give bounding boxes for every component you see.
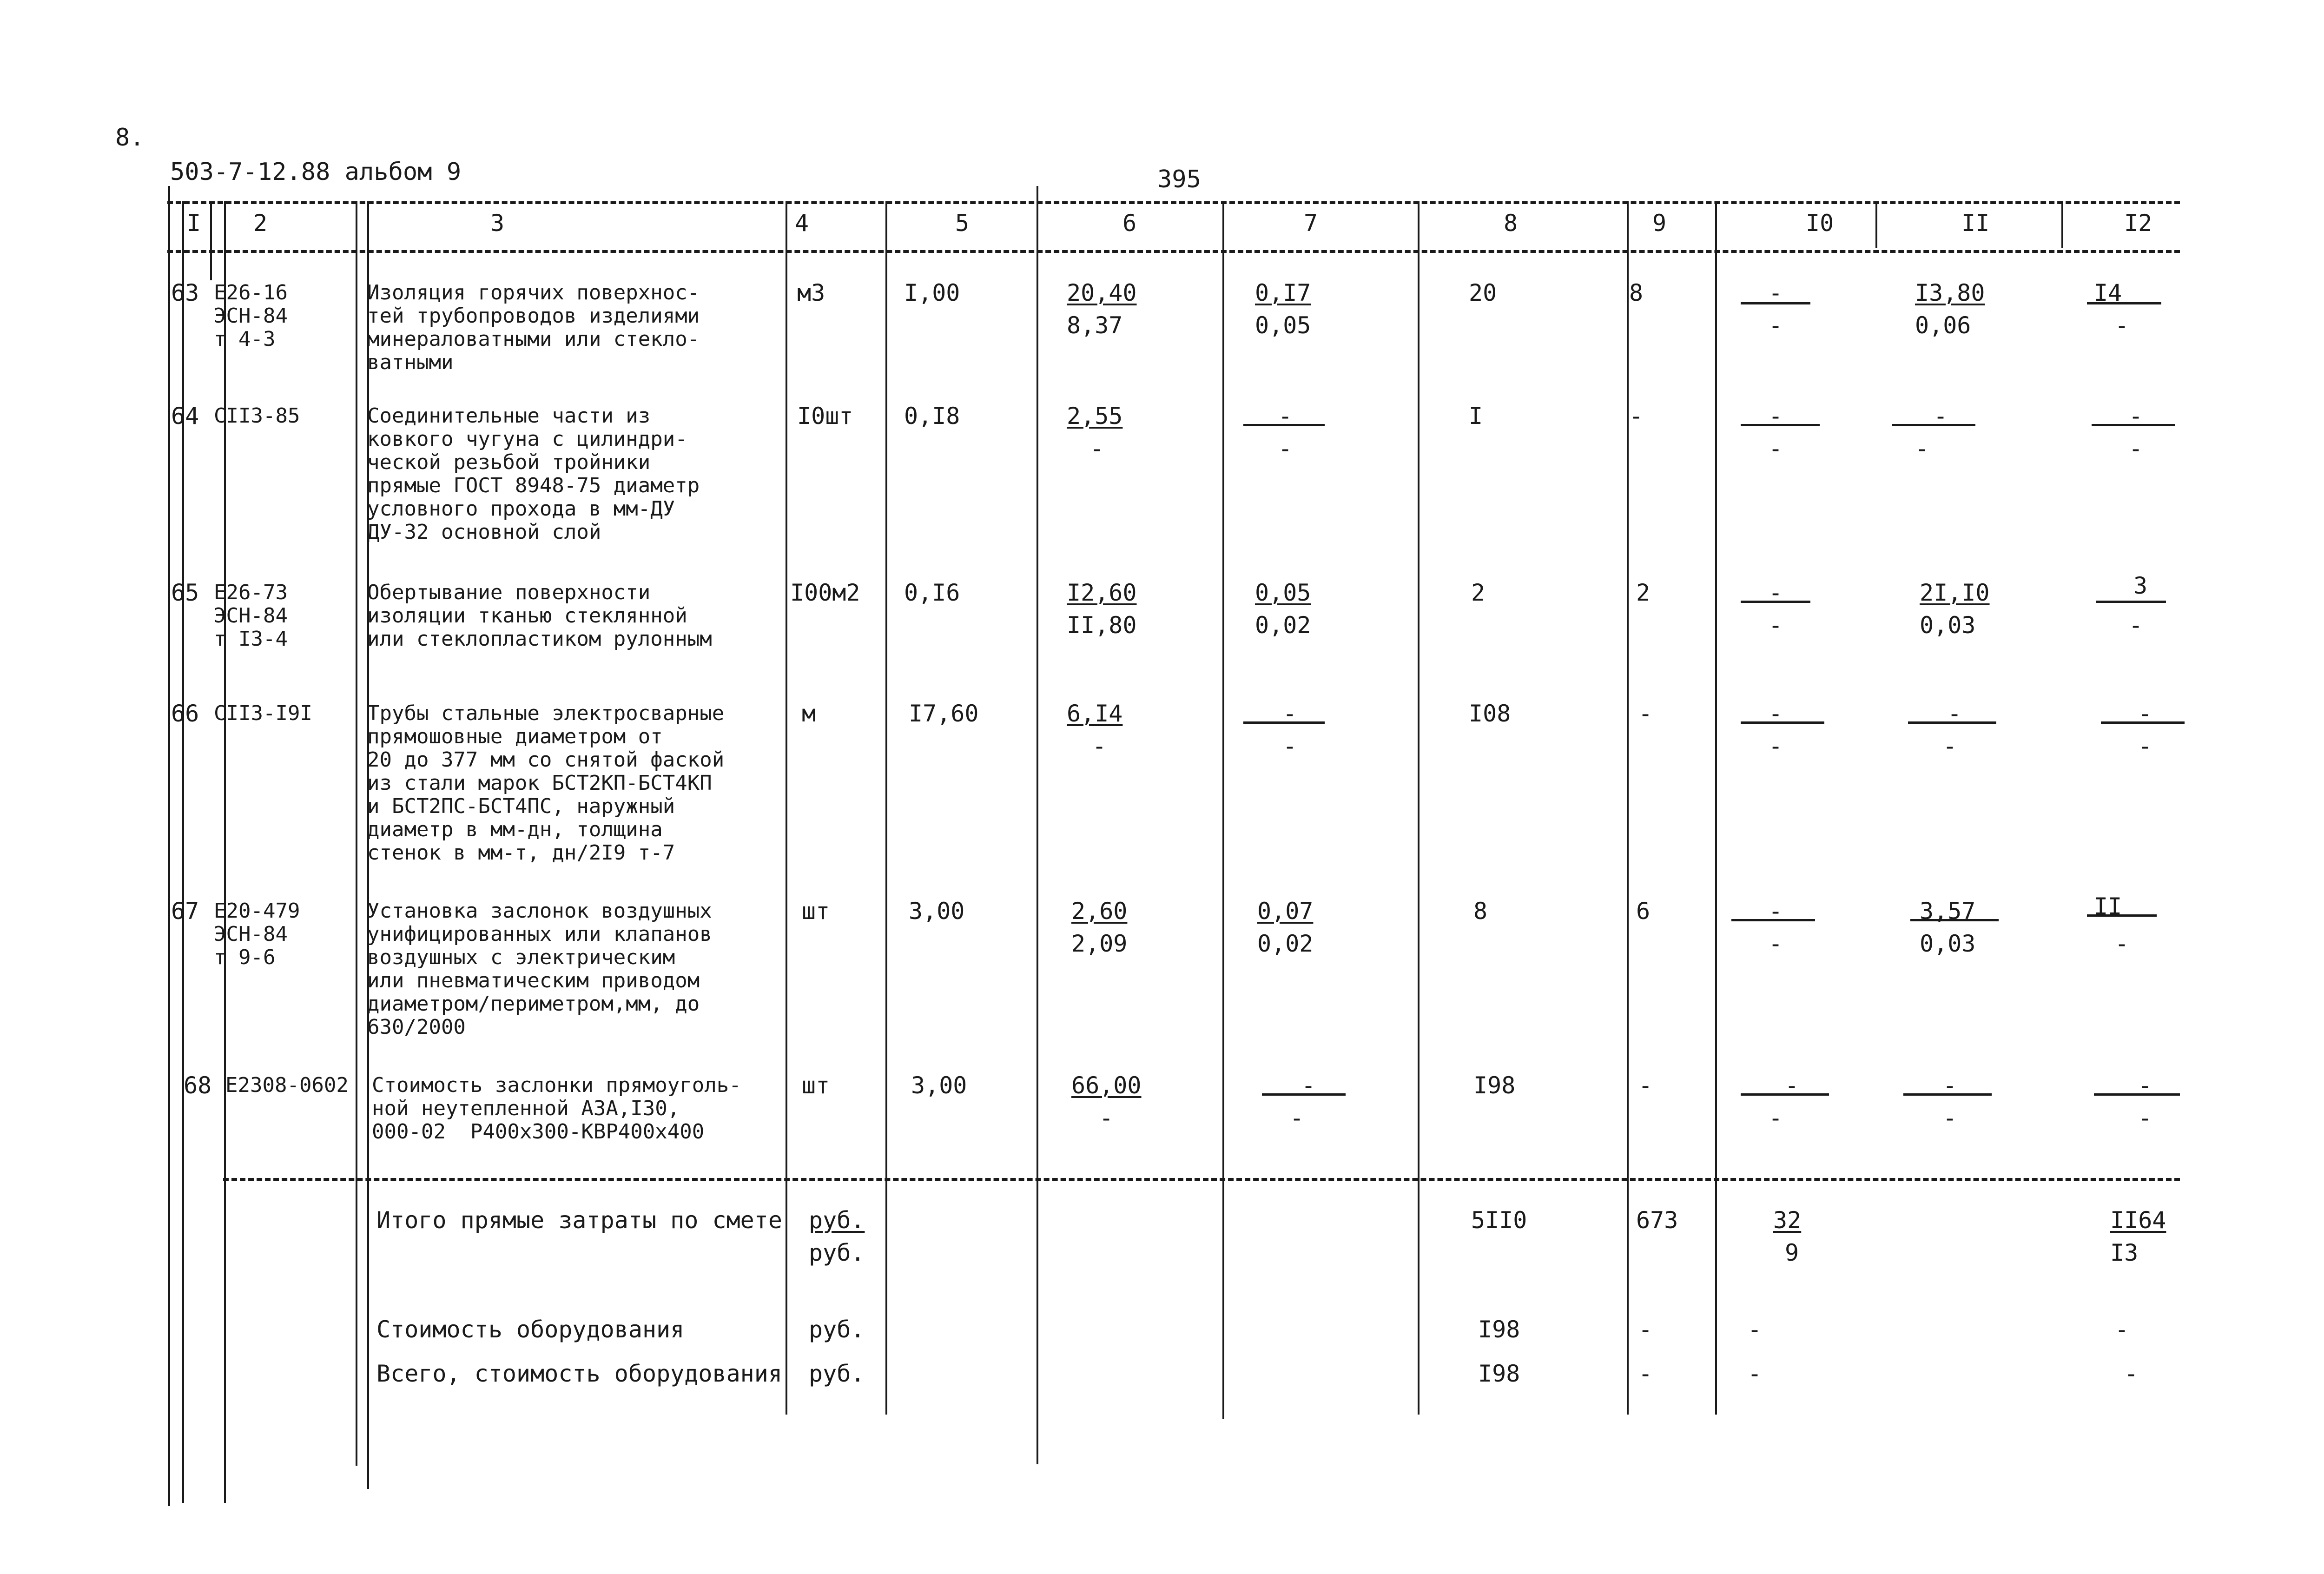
row-quantity: I,00 xyxy=(904,279,960,306)
col11-value: I3,80 xyxy=(1915,279,1985,306)
column-header: 8 xyxy=(1504,210,1518,237)
direct-costs-col8: 5II0 xyxy=(1471,1207,1527,1234)
col8-value: I xyxy=(1469,403,1483,430)
col9-value: 6 xyxy=(1636,898,1651,925)
col9-value: - xyxy=(1638,700,1653,727)
total-cost-col10: - xyxy=(1748,1360,1762,1387)
col6-value: I2,60 xyxy=(1067,579,1137,606)
direct-costs-col10-sub: 9 xyxy=(1785,1239,1799,1266)
col11-subvalue: - xyxy=(1943,1104,1957,1131)
total-cost-col8: I98 xyxy=(1478,1360,1520,1387)
col12-value: - xyxy=(2138,1072,2152,1099)
total-cost-col9: - xyxy=(1638,1360,1653,1387)
row-number: 65 xyxy=(171,579,199,606)
row-code: СII3-I9I xyxy=(214,701,312,725)
col7-subvalue: - xyxy=(1283,733,1297,760)
col6-subvalue: 8,37 xyxy=(1067,312,1123,339)
col12-subvalue: - xyxy=(2138,733,2152,760)
total-cost-col12: - xyxy=(2124,1360,2139,1387)
col6-subvalue: II,80 xyxy=(1067,612,1137,639)
col6-value: 66,00 xyxy=(1071,1072,1142,1099)
col12-value: II xyxy=(2094,893,2122,920)
direct-costs-col9: 673 xyxy=(1636,1207,1678,1234)
col11-subvalue: 0,03 xyxy=(1920,612,1976,639)
col11-value: - xyxy=(1943,1072,1957,1099)
row-number: 68 xyxy=(184,1072,212,1099)
col8-value: 8 xyxy=(1473,898,1488,925)
col8-value: 2 xyxy=(1471,579,1486,606)
col12-subvalue: - xyxy=(2115,930,2129,957)
col12-value: - xyxy=(2129,403,2143,430)
col12-subvalue: - xyxy=(2115,312,2129,339)
col7-subvalue: 0,02 xyxy=(1257,930,1314,957)
row-name: Стоимость заслонки прямоуголь- ной неутепленной АЗА,I30, 000-02 Р400х300-КВР400х400 xyxy=(372,1073,741,1144)
row-unit: м3 xyxy=(797,279,825,306)
equipment-cost-label: Стоимость оборудования xyxy=(376,1316,685,1343)
col9-value: - xyxy=(1638,1072,1653,1099)
row-unit: I0шт xyxy=(797,403,853,430)
col11-value: 2I,I0 xyxy=(1920,579,1990,606)
column-header: I0 xyxy=(1806,210,1834,237)
direct-costs-col12: II64 xyxy=(2110,1207,2166,1234)
col6-value: 20,40 xyxy=(1067,279,1137,306)
col10-value: - xyxy=(1769,579,1783,606)
col6-subvalue: - xyxy=(1090,435,1104,462)
col12-value: - xyxy=(2138,700,2152,727)
row-number: 64 xyxy=(171,403,199,430)
row-name: Трубы стальные электросварные прямошовные диаметром от 20 до 377 мм со снятой фаской из стали марок БСТ2КП-БСТ4КП и БСТ2ПС-БСТ4ПС, наружный диаметр в мм-дн, толщина стенок в мм-т, дн/2I9 т-7 xyxy=(367,701,725,865)
col6-subvalue: - xyxy=(1099,1104,1114,1131)
col6-value: 2,55 xyxy=(1067,403,1123,430)
col12-subvalue: - xyxy=(2129,435,2143,462)
row-quantity: 3,00 xyxy=(911,1072,967,1099)
equipment-cost-col10: - xyxy=(1748,1316,1762,1343)
col6-value: 6,I4 xyxy=(1067,700,1123,727)
col10-subvalue: - xyxy=(1769,733,1783,760)
col10-subvalue: - xyxy=(1769,1104,1783,1131)
col7-value: - xyxy=(1301,1072,1316,1099)
col11-subvalue: - xyxy=(1915,435,1929,462)
col10-value: - xyxy=(1769,279,1783,306)
row-unit: шт xyxy=(802,1072,830,1099)
equipment-cost-col9: - xyxy=(1638,1316,1653,1343)
row-unit: шт xyxy=(802,898,830,925)
col10-value: - xyxy=(1785,1072,1799,1099)
total-cost-label: Всего, стоимость оборудования xyxy=(376,1360,782,1387)
col10-value: - xyxy=(1769,898,1783,925)
total-cost-unit: руб. xyxy=(809,1360,865,1387)
column-header: 7 xyxy=(1304,210,1318,237)
col12-value: 3 xyxy=(2133,572,2148,599)
row-code: Е2308-0602 xyxy=(225,1073,349,1097)
col7-subvalue: - xyxy=(1290,1104,1304,1131)
col7-subvalue: - xyxy=(1278,435,1293,462)
col11-subvalue: 0,03 xyxy=(1920,930,1976,957)
equipment-cost-col8: I98 xyxy=(1478,1316,1520,1343)
col10-value: - xyxy=(1769,403,1783,430)
column-header: 2 xyxy=(253,210,268,237)
row-quantity: 3,00 xyxy=(909,898,965,925)
col11-subvalue: - xyxy=(1943,733,1957,760)
col12-subvalue: - xyxy=(2129,612,2143,639)
row-unit: м xyxy=(802,700,816,727)
row-code: Е26-73 ЭСН-84 т I3-4 xyxy=(214,581,288,651)
col6-subvalue: - xyxy=(1092,733,1107,760)
direct-costs-col10: 32 xyxy=(1773,1207,1802,1234)
col10-subvalue: - xyxy=(1769,612,1783,639)
page-number: 8. xyxy=(115,124,145,152)
col7-subvalue: 0,05 xyxy=(1255,312,1311,339)
column-header: I xyxy=(187,210,201,237)
col9-value: 2 xyxy=(1636,579,1651,606)
row-quantity: 0,I8 xyxy=(904,403,960,430)
col12-subvalue: - xyxy=(2138,1104,2152,1131)
equipment-cost-unit: руб. xyxy=(809,1316,865,1343)
row-code: СII3-85 xyxy=(214,404,300,428)
sheet-number: 395 xyxy=(1157,165,1201,193)
direct-costs-col12-sub: I3 xyxy=(2110,1239,2139,1266)
col7-value: 0,I7 xyxy=(1255,279,1311,306)
col10-value: - xyxy=(1769,700,1783,727)
direct-costs-unit: руб. xyxy=(809,1207,865,1234)
row-quantity: I7,60 xyxy=(909,700,979,727)
document-code: 503-7-12.88 альбом 9 xyxy=(170,158,462,186)
column-header: 3 xyxy=(490,210,505,237)
row-quantity: 0,I6 xyxy=(904,579,960,606)
row-name: Установка заслонок воздушных унифицированных или клапанов воздушных с электрическим или пневматическим приводом диаметром/периметром,мм, до 630/2000 xyxy=(367,899,712,1039)
row-number: 67 xyxy=(171,898,199,925)
column-header: I2 xyxy=(2124,210,2152,237)
row-name: Изоляция горячих поверхнос- тей трубопроводов изделиями минераловатными или стекло- ватными xyxy=(367,281,700,374)
row-name: Обертывание поверхности изоляции тканью стеклянной или стеклопластиком рулонным xyxy=(367,581,712,651)
col8-value: I98 xyxy=(1473,1072,1516,1099)
col11-value: - xyxy=(1948,700,1962,727)
row-number: 63 xyxy=(171,279,199,306)
col11-subvalue: 0,06 xyxy=(1915,312,1971,339)
col9-value: - xyxy=(1629,403,1644,430)
row-code: Е20-479 ЭСН-84 т 9-6 xyxy=(214,899,300,969)
col8-value: I08 xyxy=(1469,700,1511,727)
row-unit: I00м2 xyxy=(790,579,860,606)
col11-value: 3,57 xyxy=(1920,898,1976,925)
column-header: 9 xyxy=(1652,210,1667,237)
row-name: Соединительные части из ковкого чугуна с цилиндри- ческой резьбой тройники прямые ГОСТ 8948-75 диаметр условного прохода в мм-ДУ ДУ-32 основной слой xyxy=(367,404,700,544)
direct-costs-unit-sub: руб. xyxy=(809,1239,865,1266)
column-header: 4 xyxy=(795,210,809,237)
column-header: II xyxy=(1961,210,1990,237)
col7-value: 0,07 xyxy=(1257,898,1314,925)
equipment-cost-col12: - xyxy=(2115,1316,2129,1343)
col12-value: I4 xyxy=(2094,279,2122,306)
col11-value: - xyxy=(1934,403,1948,430)
col10-subvalue: - xyxy=(1769,312,1783,339)
col9-value: 8 xyxy=(1629,279,1644,306)
col7-value: 0,05 xyxy=(1255,579,1311,606)
col8-value: 20 xyxy=(1469,279,1497,306)
col6-subvalue: 2,09 xyxy=(1071,930,1128,957)
direct-costs-label: Итого прямые затраты по смете xyxy=(376,1207,782,1234)
col7-subvalue: 0,02 xyxy=(1255,612,1311,639)
col7-value: - xyxy=(1278,403,1293,430)
col10-subvalue: - xyxy=(1769,435,1783,462)
col7-value: - xyxy=(1283,700,1297,727)
row-code: Е26-16 ЭСН-84 т 4-3 xyxy=(214,281,288,351)
column-header: 5 xyxy=(955,210,970,237)
col6-value: 2,60 xyxy=(1071,898,1128,925)
col10-subvalue: - xyxy=(1769,930,1783,957)
column-header: 6 xyxy=(1122,210,1137,237)
row-number: 66 xyxy=(171,700,199,727)
